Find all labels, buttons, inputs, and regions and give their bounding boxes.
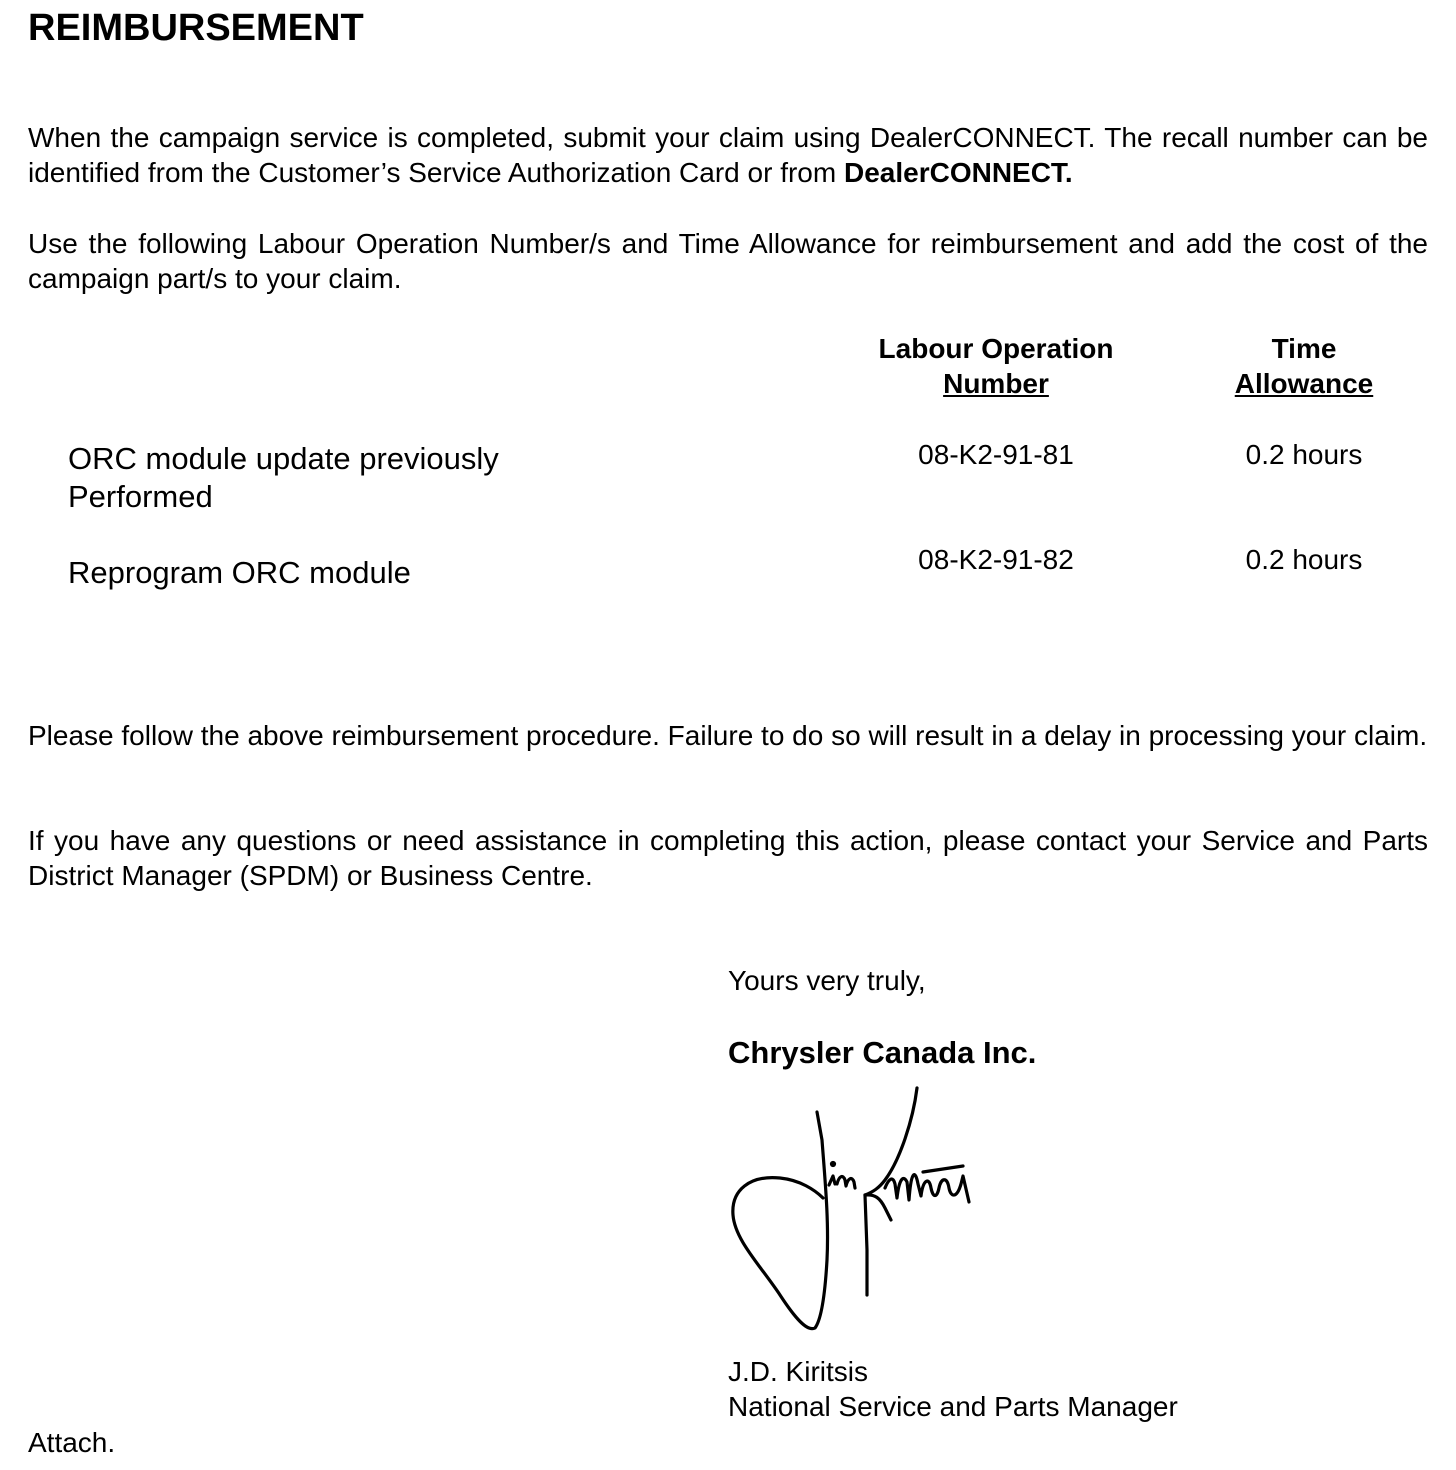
claim-instructions-text: When the campaign service is completed, submit your claim using DealerCONNECT. The recall number can be identified from the Customer’s Service Authorization Card or from: [28, 122, 1428, 188]
table-row-description: [68, 440, 608, 516]
dealerconnect-bold-text: DealerCONNECT.: [843, 157, 1073, 188]
claim-instructions-paragraph: [28, 120, 1428, 190]
handwritten-signature: [725, 1080, 985, 1340]
row-description-line1: ORC module update previously: [68, 441, 499, 476]
row-description-line2: Performed: [68, 479, 213, 514]
labour-header-line2: Number: [943, 368, 1049, 399]
table-row-time-allowance: 0.2 hours: [1245, 439, 1363, 470]
page-heading: REIMBURSEMENT: [28, 7, 364, 49]
attachment-note: Attach.: [28, 1427, 116, 1458]
signer-name: J.D. Kiritsis: [728, 1356, 868, 1387]
labour-operation-instructions-paragraph: Use the following Labour Operation Number/s and Time Allowance for reimbursement and add the cost of the campaign part/s to your claim.: [28, 228, 1428, 294]
table-row-operation-number: 08-K2-91-82: [918, 544, 1074, 575]
time-allowance-header: [1184, 331, 1424, 401]
company-name: Chrysler Canada Inc.: [728, 1035, 1037, 1070]
row-description-line1: Reprogram ORC module: [68, 555, 411, 590]
labour-operation-number-header: [846, 331, 1146, 401]
time-header-line1: Time: [1271, 333, 1337, 364]
table-row-description: [68, 554, 608, 592]
time-header-line2: Allowance: [1234, 368, 1374, 399]
contact-paragraph: If you have any questions or need assistance in completing this action, please contact your Service and Parts District Manager (SPDM) or Business Centre.: [28, 825, 1428, 891]
signer-title: National Service and Parts Manager: [728, 1391, 1178, 1422]
table-row-time-allowance: 0.2 hours: [1245, 544, 1363, 575]
signer-block: [728, 1354, 1178, 1424]
procedure-warning-paragraph: Please follow the above reimbursement procedure. Failure to do so will result in a delay in processing your claim.: [28, 720, 1428, 751]
labour-header-line1: Labour Operation: [878, 333, 1114, 364]
table-row-operation-number: 08-K2-91-81: [918, 439, 1074, 470]
closing-salutation: Yours very truly,: [728, 965, 926, 996]
